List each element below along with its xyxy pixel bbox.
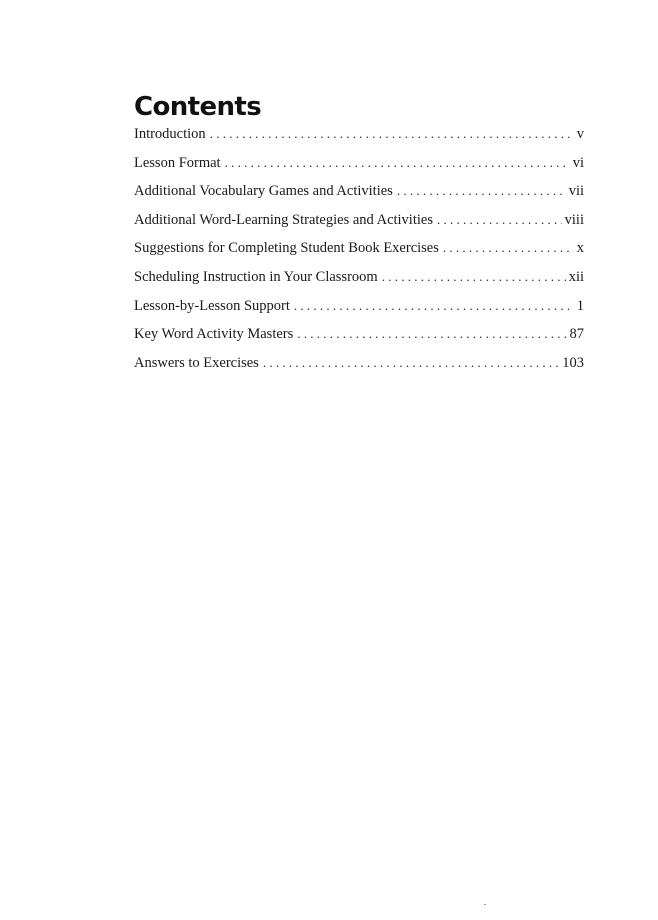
dot-leader (297, 326, 566, 342)
toc-entry-page: v (576, 126, 584, 142)
toc-entry-label: Key Word Activity Masters (134, 326, 294, 343)
dot-leader (294, 298, 574, 314)
toc-entry-label: Answers to Exercises (134, 354, 259, 371)
toc-entry-answers (134, 355, 584, 384)
dot-leader (225, 155, 570, 171)
toc-entry-label: Introduction (134, 126, 206, 142)
dot-leader (210, 126, 574, 142)
toc-entry-label: Lesson-by-Lesson Support (134, 297, 290, 314)
dot-leader (437, 212, 562, 228)
page-title: Contents (134, 92, 262, 122)
toc-entry-page: vi (572, 154, 584, 171)
table-of-contents (134, 126, 584, 383)
toc-entry-word-learning-strategies (134, 212, 584, 241)
scan-speck (484, 904, 486, 905)
toc-entry-label: Additional Word-Learning Strategies and Activities (134, 211, 433, 228)
toc-entry-label: Scheduling Instruction in Your Classroom (134, 268, 378, 285)
dot-leader (382, 269, 566, 285)
dot-leader (263, 355, 559, 371)
toc-entry-label: Additional Vocabulary Games and Activities (134, 183, 393, 200)
toc-entry-page: xii (568, 268, 584, 285)
toc-entry-introduction (134, 126, 584, 155)
toc-entry-label: Lesson Format (134, 154, 221, 171)
toc-entry-page: 1 (576, 297, 584, 314)
dot-leader (443, 240, 574, 256)
toc-entry-student-book-exercises (134, 240, 584, 269)
toc-entry-lesson-support (134, 298, 584, 327)
toc-entry-page: viii (564, 211, 584, 228)
toc-entry-scheduling-instruction (134, 269, 584, 298)
toc-entry-label: Suggestions for Completing Student Book Exercises (134, 240, 439, 257)
toc-entry-lesson-format (134, 155, 584, 184)
toc-entry-page: 87 (569, 326, 584, 343)
toc-entry-activity-masters (134, 326, 584, 355)
toc-entry-page: 103 (562, 354, 584, 371)
toc-entry-page: x (576, 240, 584, 257)
toc-entry-page: vii (568, 183, 584, 200)
dot-leader (397, 183, 566, 199)
toc-entry-vocabulary-games (134, 183, 584, 212)
